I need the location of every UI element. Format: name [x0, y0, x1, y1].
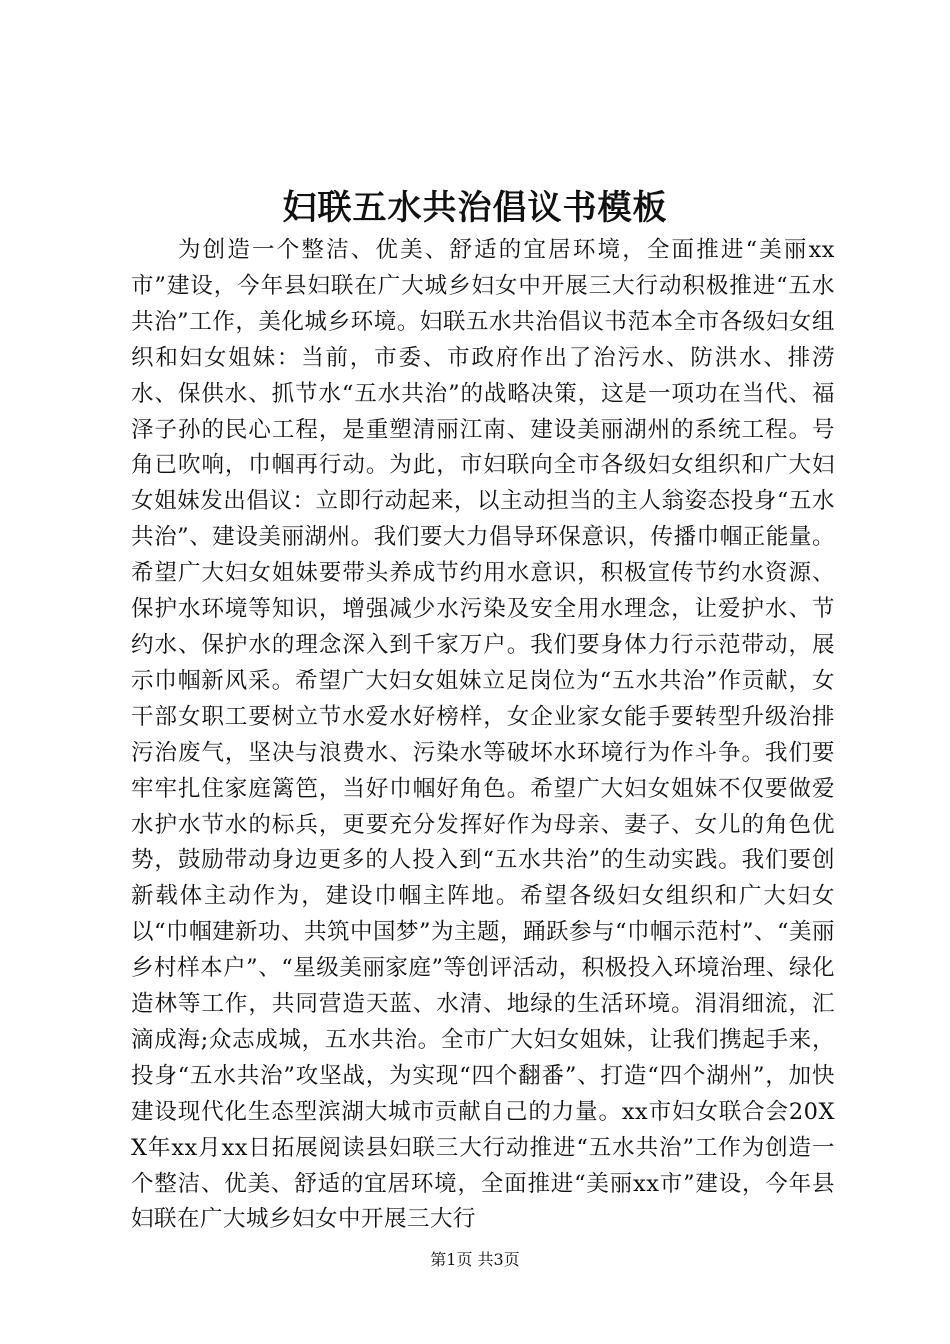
page-number-footer: 第1页 共3页 [430, 1250, 520, 1269]
document-title: 妇联五水共治倡议书模板 [282, 188, 668, 228]
document-body: 为创造一个整洁、优美、舒适的宜居环境，全面推进“美丽xx市”建设，今年县妇联在广大城乡妇女中开展三大行动积极推进“五水共治”工作，美化城乡环境。妇联五水共治倡议书范本全市各级妇女组织和妇女姐妹：当前，市委、市政府作出了治污水、防洪水、排涝水、保供水、抓节水“五水共治”的战略决策，这是一项功在当代、福泽子孙的民心工程，是重塑清丽江南、建设美丽湖州的系统工程。号角已吹响，巾帼再行动。为此，市妇联向全市各级妇女组织和广大妇女姐妹发出倡议：立即行动起来，以主动担当的主人翁姿态投身“五水共治”、建设美丽湖州。我们要大力倡导环保意识，传播巾帼正能量。希望广大妇女姐妹要带头养成节约用水意识，积极宣传节约水资源、保护水环境等知识，增强减少水污染及安全用水理念，让爱护水、节约水、保护水的理念深入到千家万户。我们要身体力行示范带动，展示巾帼新风采。希望广大妇女姐妹立足岗位为“五水共治”作贡献，女干部女职工要树立节水爱水好榜样，女企业家女能手要转型升级治排污治废气，坚决与浪费水、污染水等破坏水环境行为作斗争。我们要牢牢扎住家庭篱笆，当好巾帼好角色。希望广大妇女姐妹不仅要做爱水护水节水的标兵，更要充分发挥好作为母亲、妻子、女儿的角色优势，鼓励带动身边更多的人投入到“五水共治”的生动实践。我们要创新载体主动作为，建设巾帼主阵地。希望各级妇女组织和广大妇女以“巾帼建新功、共筑中国梦”为主题，踊跃参与“巾帼示范村”、“美丽乡村样本户”、“星级美丽家庭”等创评活动，积极投入环境治理、绿化造林等工作，共同营造天蓝、水清、地绿的生活环境。涓涓细流，汇滴成海;众志成城，五水共治。全市广大妇女姐妹，让我们携起手来，投身“五水共治”攻坚战，为实现“四个翻番”、打造“四个湖州”，加快建设现代化生态型滨湖大城市贡献自己的力量。xx市妇女联合会20XX年xx月xx日拓展阅读县妇联三大行动推进“五水共治”工作为创造一个整洁、优美、舒适的宜居环境，全面推进“美丽xx市”建设，今年县妇联在广大城乡妇女中开展三大行 [131, 237, 836, 1233]
